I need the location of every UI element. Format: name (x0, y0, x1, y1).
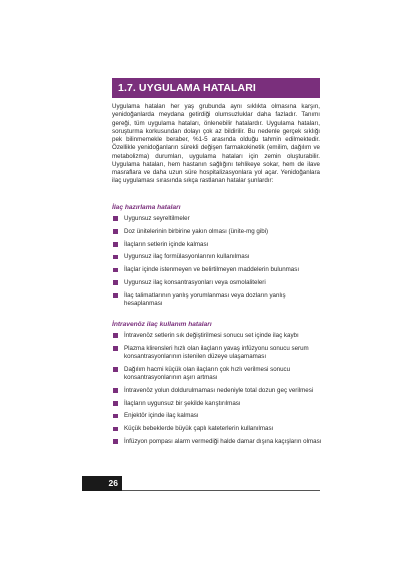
square-bullet-icon (113, 255, 118, 260)
list-item: İntravenöz setlerin sık değiştirilmesi sonucu set içinde ilaç kaybı (112, 332, 322, 340)
iv-errors-heading: İntravenöz ilaç kullanım hataları (112, 321, 212, 328)
list-item: İntravenöz yolun doldurulmaması nedeniyle total dozun geç verilmesi (112, 387, 322, 395)
square-bullet-icon (113, 401, 118, 406)
square-bullet-icon (113, 242, 118, 247)
list-item: Küçük bebeklerde büyük çaplı kateterlerin kullanılması (112, 425, 322, 433)
footer-rule (122, 490, 320, 491)
list-item: Dağılım hacmi küçük olan ilaçların çok hızlı verilmesi sonucu konsantrasyonlarının aşırı artması (112, 366, 322, 382)
page-number: 26 (82, 476, 122, 491)
square-bullet-icon (113, 333, 118, 338)
list-item: Doz ünitelerinin birbirine yakın olması (ünite-mg gibi) (112, 228, 322, 236)
intro-paragraph: Uygulama hataları her yaş grubunda aynı sıklıkta olmasına karşın, yenidoğanlarda meydana getirdiği olumsuzluklar daha fazladır. Tanımı gereği, tüm uygulama hataları, önlenebilir hatalardır. Uygulama hataları, soruşturma korkusundan dolayı çok az bildirilir. Bu nedenle gerçek sıklığı pek bilinmemekle beraber, %1-5 arasında olduğu tahmin edilmektedir. Özellikle yenidoğanların sürekli değişen farmakokinetik (emilim, dağılım ve metabolizma) durumları, uygulama hataları için zemin oluşturabilir. Uygulama hataları, hem hastanın sağlığını tehlikeye sokar, hem de ilave masraflara ve daha uzun süre hospitalizasyonlara yol açar. Yenidoğanlara ilaç uygulaması sırasında sıkça rastlanan hatalar şunlardır: (112, 103, 320, 185)
list-item: İlaçlar içinde istenmeyen ve belirtilmeyen maddelerin bulunması (112, 266, 322, 274)
list-item: İnfüzyon pompası alarm vermediği halde damar dışına kaçışların olması (112, 438, 322, 446)
square-bullet-icon (113, 216, 118, 221)
square-bullet-icon (113, 414, 118, 419)
square-bullet-icon (113, 439, 118, 444)
square-bullet-icon (113, 229, 118, 234)
list-item: İlaçların setlerin içinde kalması (112, 241, 322, 249)
square-bullet-icon (113, 388, 118, 393)
list-item: Enjektör içinde ilaç kalması (112, 412, 322, 420)
square-bullet-icon (113, 293, 118, 298)
list-item: Plazma klirensleri hızlı olan ilaçların yavaş infüzyonu sonucu serum konsantrasyonlarının istenilen düzeye ulaşamaması (112, 345, 322, 361)
square-bullet-icon (113, 427, 118, 432)
section-title: 1.7. UYGULAMA HATALARI (112, 78, 320, 98)
iv-errors-list (112, 332, 322, 451)
square-bullet-icon (113, 268, 118, 273)
list-item: İlaçların uygunsuz bir şekilde karıştırılması (112, 400, 322, 408)
list-item: Uygunsuz ilaç konsantrasyonları veya osmolaliteleri (112, 279, 322, 287)
list-item: Uygunsuz seyreltilmeler (112, 215, 322, 223)
list-item: İlaç talimatlarının yanlış yorumlanması veya dozların yanlış hesaplanması (112, 292, 322, 308)
square-bullet-icon (113, 346, 118, 351)
square-bullet-icon (113, 367, 118, 372)
square-bullet-icon (113, 280, 118, 285)
preparation-errors-list (112, 215, 322, 313)
list-item: Uygunsuz ilaç formülasyonlarının kullanılması (112, 253, 322, 261)
preparation-errors-heading: İlaç hazırlama hataları (112, 204, 181, 211)
